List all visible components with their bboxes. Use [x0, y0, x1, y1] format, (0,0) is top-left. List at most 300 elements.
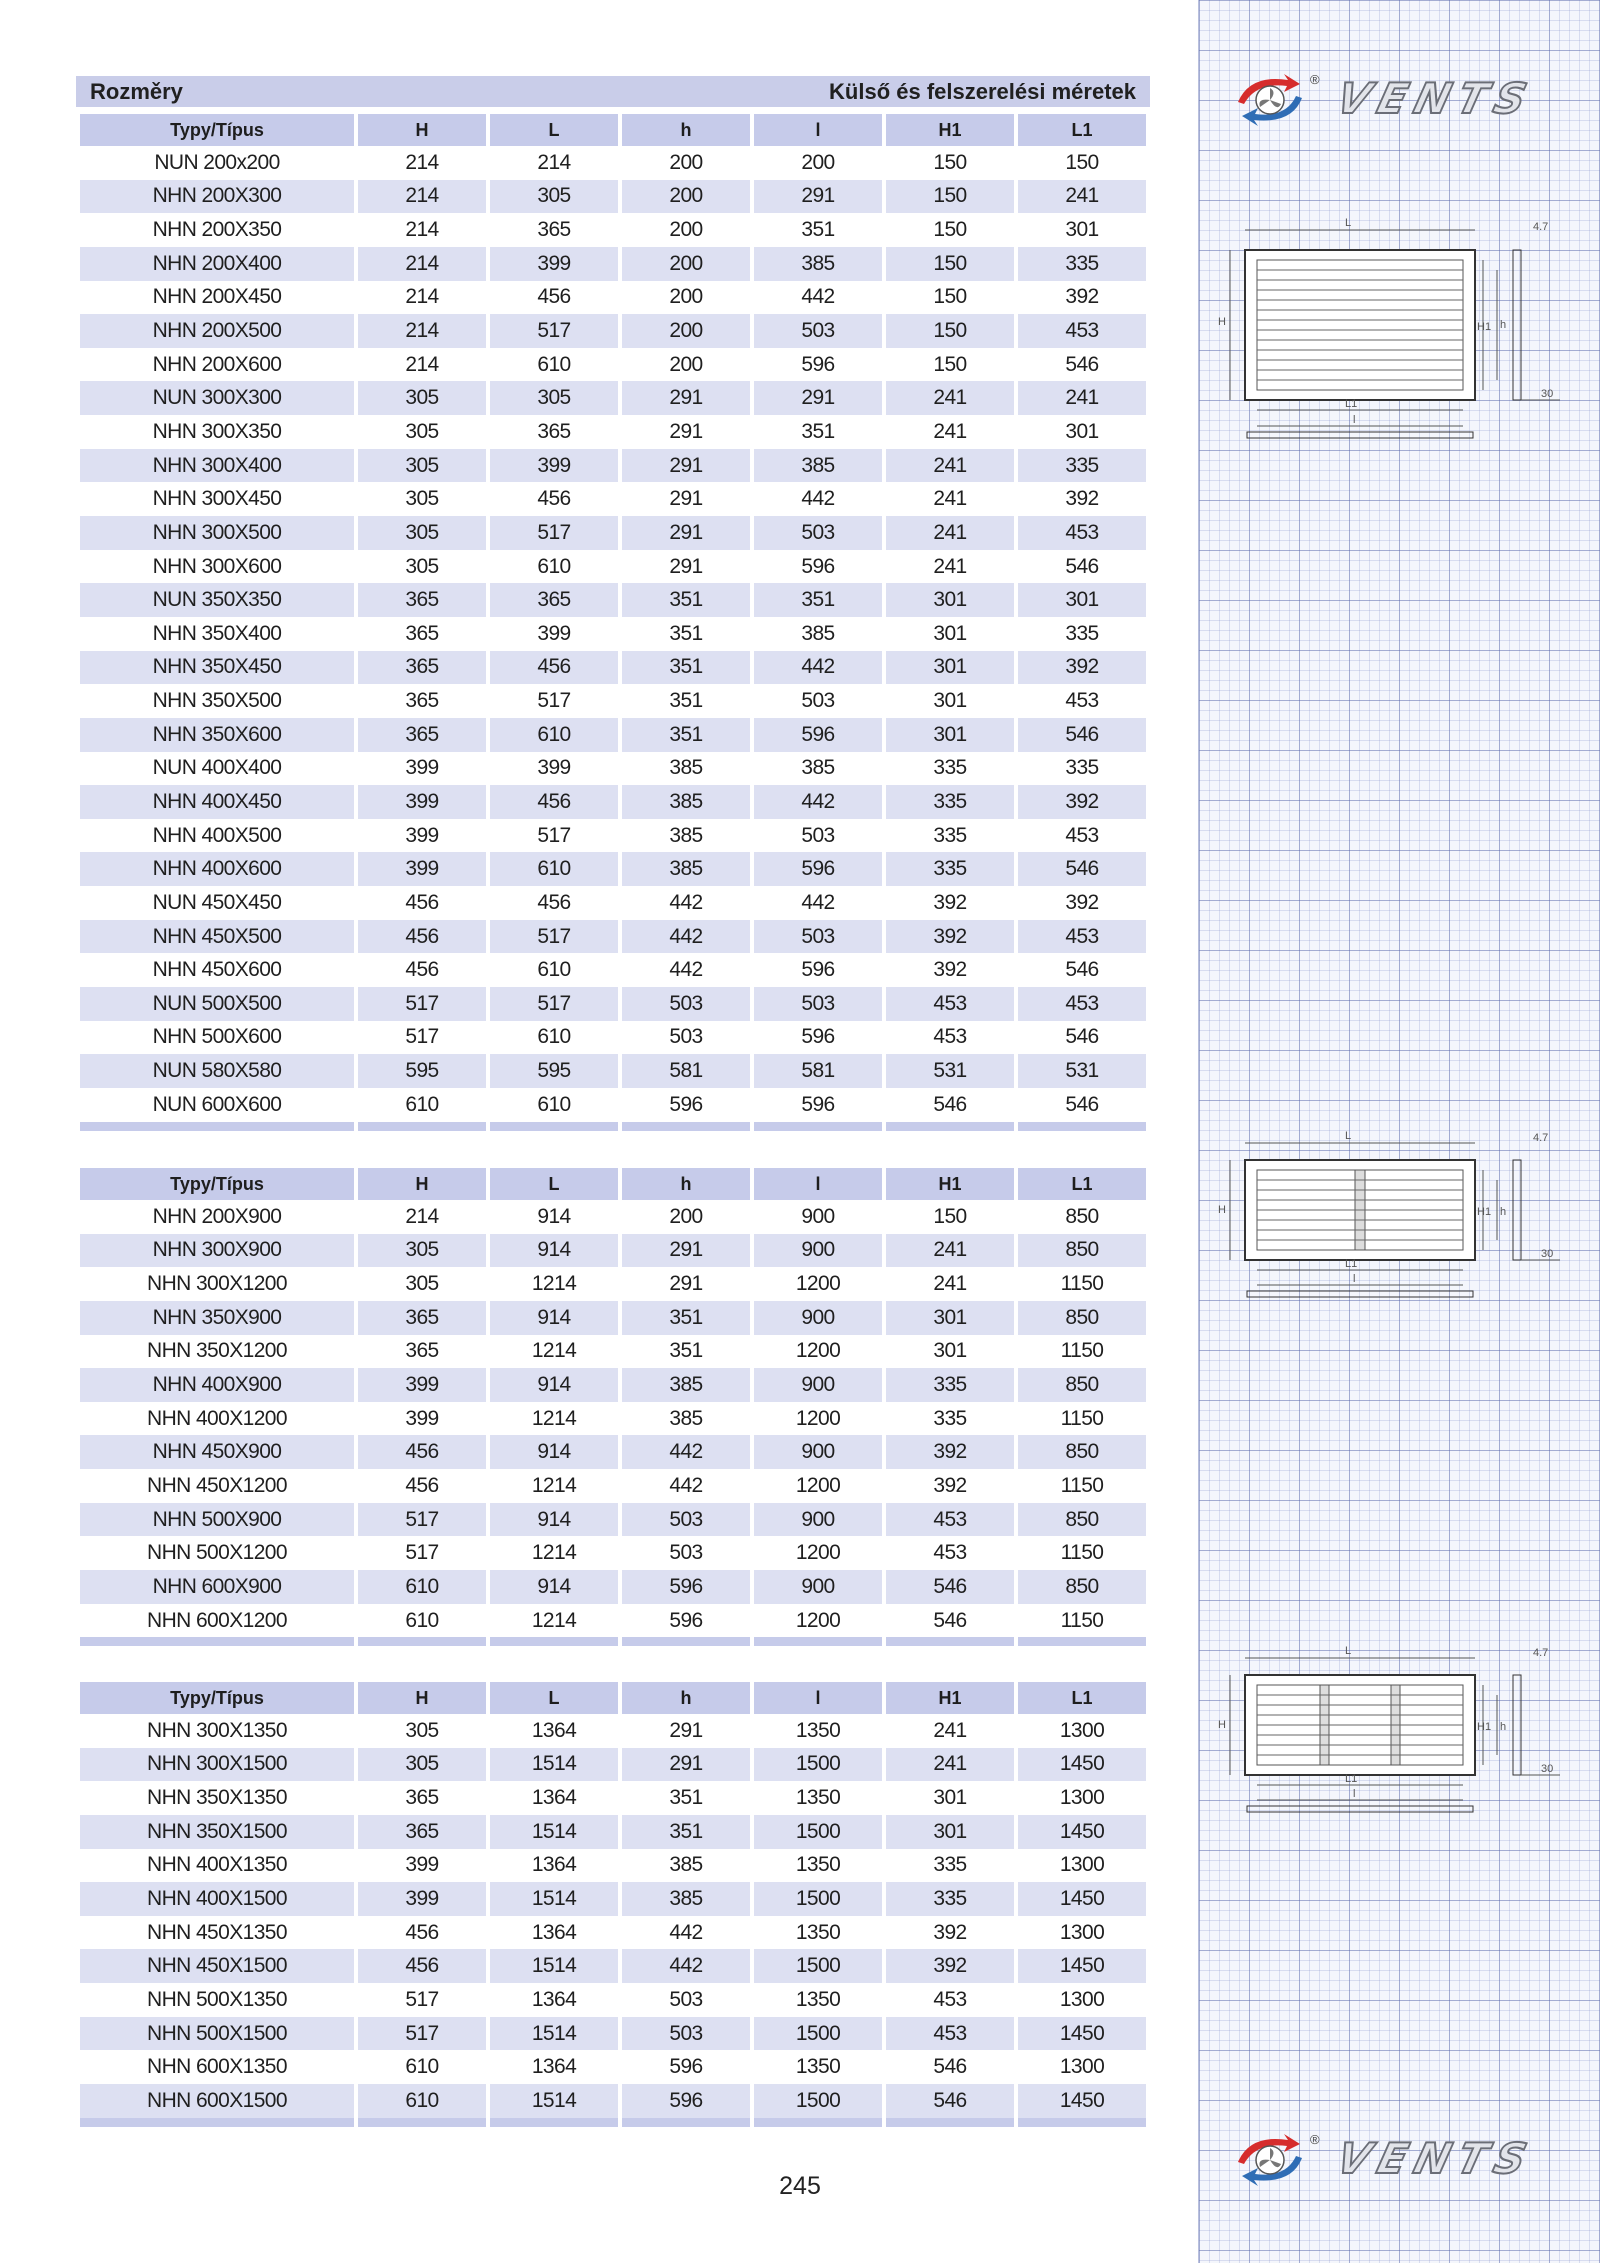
type-cell: NHN 450X500: [80, 920, 354, 954]
value-cell: 1214: [531, 1608, 577, 1632]
value-cell: 301: [1065, 218, 1099, 242]
value-cell: 335: [886, 1882, 1014, 1916]
table-row: [80, 1882, 1146, 1916]
dimensions-table-2: [76, 1168, 1150, 1646]
type-cell: NHN 300X1200: [147, 1272, 287, 1296]
type-cell: NUN 200x200: [154, 150, 280, 174]
value-cell: 392: [1065, 487, 1099, 511]
table-row: [80, 1983, 1146, 2017]
value-cell: 1150: [1060, 1339, 1104, 1363]
value-cell: 517: [405, 1541, 439, 1565]
value-cell: 442: [801, 285, 835, 309]
type-cell: NHN 500X1200: [147, 1541, 287, 1565]
value-cell: 442: [622, 1949, 750, 1983]
value-cell: 305: [490, 180, 618, 214]
type-cell: NHN 300X900: [80, 1234, 354, 1268]
value-cell: 399: [405, 823, 439, 847]
table-row: [80, 617, 1146, 651]
type-cell: NHN 500X1500: [80, 2017, 354, 2051]
value-cell: 546: [886, 2084, 1014, 2118]
value-cell: 241: [886, 1748, 1014, 1782]
value-cell: 385: [754, 449, 882, 483]
value-cell: 351: [669, 1339, 703, 1363]
value-cell: 1200: [795, 1339, 841, 1363]
value-cell: 517: [490, 516, 618, 550]
value-cell: 200: [669, 150, 703, 174]
value-cell: 1364: [531, 1853, 577, 1877]
value-cell: 503: [754, 987, 882, 1021]
value-cell: 385: [669, 1853, 703, 1877]
type-cell: NHN 300X600: [152, 554, 282, 578]
footer-band-cell: [80, 2118, 354, 2127]
footer-band-cell: [622, 1637, 750, 1646]
value-cell: 442: [754, 651, 882, 685]
value-cell: 351: [622, 583, 750, 617]
value-cell: 517: [490, 987, 618, 1021]
table-row: [80, 1088, 1146, 1122]
value-cell: 392: [1018, 785, 1146, 819]
value-cell: 610: [358, 1570, 486, 1604]
value-cell: 365: [405, 621, 439, 645]
value-cell: 150: [886, 180, 1014, 214]
table-row: [80, 1234, 1146, 1268]
table-row: [80, 2017, 1146, 2051]
table-row: [80, 1021, 1146, 1055]
column-header: h: [622, 114, 750, 146]
value-cell: 546: [1065, 958, 1099, 982]
dim-label-H: H: [1218, 1719, 1226, 1731]
value-cell: 1150: [1060, 1406, 1104, 1430]
dim-label-l: l: [1353, 1273, 1356, 1285]
value-cell: 453: [933, 1025, 967, 1049]
dim-label-H1: H1: [1477, 1206, 1492, 1218]
table-row: [80, 953, 1146, 987]
value-cell: 385: [754, 247, 882, 281]
table-row: [80, 281, 1146, 315]
value-cell: 200: [669, 218, 703, 242]
table-footer-band: [80, 1637, 1146, 1646]
table-row: [80, 1815, 1146, 1849]
value-cell: 150: [933, 285, 967, 309]
value-cell: 596: [801, 1025, 835, 1049]
value-cell: 335: [933, 756, 967, 780]
type-cell: NHN 450X900: [80, 1435, 354, 1469]
value-cell: 517: [358, 1503, 486, 1537]
value-cell: 1200: [795, 1541, 841, 1565]
value-cell: 291: [669, 487, 703, 511]
registered-mark: ®: [1310, 72, 1320, 87]
value-cell: 610: [537, 958, 571, 982]
drawing-2-sections: [1215, 1125, 1565, 1315]
type-cell: NUN 600X600: [152, 1092, 282, 1116]
table-row: [80, 1570, 1146, 1604]
value-cell: 351: [669, 1786, 703, 1810]
value-cell: 1150: [1060, 1272, 1104, 1296]
value-cell: 1364: [531, 1786, 577, 1810]
value-cell: 850: [1018, 1301, 1146, 1335]
value-cell: 503: [669, 1025, 703, 1049]
value-cell: 610: [405, 1092, 439, 1116]
value-cell: 241: [933, 1718, 967, 1742]
value-cell: 456: [358, 1949, 486, 1983]
table-header-row: [80, 1682, 1146, 1714]
value-cell: 301: [933, 621, 967, 645]
value-cell: 365: [358, 1301, 486, 1335]
value-cell: 456: [490, 785, 618, 819]
value-cell: 301: [933, 1786, 967, 1810]
dim-label-depth: 30: [1541, 388, 1554, 400]
value-cell: 399: [405, 756, 439, 780]
value-cell: 517: [537, 823, 571, 847]
type-cell: NHN 300X500: [80, 516, 354, 550]
value-cell: 392: [933, 1920, 967, 1944]
value-cell: 456: [537, 487, 571, 511]
table-row: [80, 348, 1146, 382]
value-cell: 241: [886, 449, 1014, 483]
value-cell: 1300: [1059, 2055, 1105, 2079]
type-cell: NUN 300X300: [80, 381, 354, 415]
page-number: 245: [779, 2172, 821, 2200]
value-cell: 456: [490, 651, 618, 685]
value-cell: 1364: [531, 1718, 577, 1742]
table-row: [80, 785, 1146, 819]
value-cell: 150: [933, 150, 967, 174]
value-cell: 335: [933, 823, 967, 847]
value-cell: 546: [886, 1570, 1014, 1604]
value-cell: 399: [405, 1853, 439, 1877]
value-cell: 581: [622, 1054, 750, 1088]
value-cell: 914: [537, 1204, 571, 1228]
value-cell: 392: [886, 1435, 1014, 1469]
value-cell: 503: [754, 314, 882, 348]
table-row: [80, 550, 1146, 584]
value-cell: 392: [1065, 890, 1099, 914]
value-cell: 1350: [795, 1786, 841, 1810]
value-cell: 351: [669, 689, 703, 713]
value-cell: 241: [886, 1234, 1014, 1268]
fan-icon: [1230, 72, 1320, 126]
value-cell: 1450: [1018, 1949, 1146, 1983]
type-cell: NUN 400X400: [152, 756, 282, 780]
type-cell: NHN 350X900: [80, 1301, 354, 1335]
value-cell: 546: [1065, 352, 1099, 376]
column-header: L: [490, 114, 618, 146]
type-cell: NHN 350X1200: [147, 1339, 287, 1363]
value-cell: 241: [933, 487, 967, 511]
value-cell: 365: [358, 718, 486, 752]
value-cell: 305: [405, 554, 439, 578]
value-cell: 214: [405, 352, 439, 376]
dim-label-H1: H1: [1477, 1721, 1492, 1733]
table-row: [80, 1435, 1146, 1469]
type-cell: NHN 450X600: [152, 958, 282, 982]
column-header: h: [622, 1168, 750, 1200]
type-cell: NHN 300X400: [80, 449, 354, 483]
value-cell: 1214: [531, 1339, 577, 1363]
value-cell: 200: [669, 285, 703, 309]
value-cell: 503: [622, 1503, 750, 1537]
value-cell: 399: [490, 247, 618, 281]
footer-band-cell: [886, 1122, 1014, 1131]
dim-label-thickness: 4.7: [1533, 1647, 1549, 1659]
value-cell: 517: [358, 2017, 486, 2051]
value-cell: 610: [537, 1092, 571, 1116]
value-cell: 456: [405, 958, 439, 982]
registered-mark: ®: [1310, 2132, 1320, 2147]
dim-label-L: L: [1345, 217, 1352, 229]
table-row: [80, 1469, 1146, 1503]
column-header: L: [490, 1682, 618, 1714]
type-cell: NHN 450X1200: [147, 1473, 287, 1497]
column-header: Typy/Típus: [80, 1682, 354, 1714]
value-cell: 1214: [531, 1272, 577, 1296]
value-cell: 596: [801, 554, 835, 578]
type-cell: NHN 350X450: [80, 651, 354, 685]
table-row: [80, 2084, 1146, 2118]
value-cell: 1450: [1018, 1882, 1146, 1916]
value-cell: 503: [622, 987, 750, 1021]
value-cell: 453: [886, 2017, 1014, 2051]
table-row: [80, 1368, 1146, 1402]
value-cell: 914: [490, 1301, 618, 1335]
value-cell: 1150: [1060, 1608, 1104, 1632]
table-row: [80, 314, 1146, 348]
value-cell: 453: [1018, 987, 1146, 1021]
footer-band-cell: [886, 2118, 1014, 2127]
column-header: l: [754, 1168, 882, 1200]
value-cell: 301: [933, 689, 967, 713]
value-cell: 453: [1065, 823, 1099, 847]
type-cell: NHN 300X1350: [147, 1718, 287, 1742]
value-cell: 456: [358, 920, 486, 954]
value-cell: 1150: [1060, 1541, 1104, 1565]
vents-logo-bottom: [1230, 2132, 1560, 2186]
type-cell: NHN 350X600: [80, 718, 354, 752]
footer-band-cell: [490, 2118, 618, 2127]
value-cell: 546: [1065, 1025, 1099, 1049]
value-cell: 365: [405, 689, 439, 713]
value-cell: 546: [1065, 554, 1099, 578]
value-cell: 351: [801, 218, 835, 242]
value-cell: 453: [886, 987, 1014, 1021]
value-cell: 150: [1065, 150, 1099, 174]
value-cell: 214: [405, 285, 439, 309]
value-cell: 305: [358, 449, 486, 483]
table-row: [80, 213, 1146, 247]
value-cell: 503: [622, 2017, 750, 2051]
table-row: [80, 1604, 1146, 1638]
column-header: l: [754, 1682, 882, 1714]
type-cell: NHN 300X450: [152, 487, 282, 511]
value-cell: 305: [358, 381, 486, 415]
footer-band-cell: [754, 2118, 882, 2127]
value-cell: 1214: [531, 1473, 577, 1497]
column-header: H1: [886, 1682, 1014, 1714]
value-cell: 301: [1018, 583, 1146, 617]
table-row: [80, 415, 1146, 449]
drawing-3-sections: [1215, 1640, 1565, 1830]
value-cell: 291: [622, 1234, 750, 1268]
value-cell: 1364: [531, 1920, 577, 1944]
value-cell: 610: [405, 2055, 439, 2079]
value-cell: 914: [490, 1234, 618, 1268]
value-cell: 596: [669, 1092, 703, 1116]
value-cell: 385: [622, 1368, 750, 1402]
value-cell: 301: [886, 651, 1014, 685]
value-cell: 335: [933, 1853, 967, 1877]
type-cell: NHN 600X900: [80, 1570, 354, 1604]
type-cell: NHN 400X1200: [147, 1406, 287, 1430]
value-cell: 150: [886, 247, 1014, 281]
brand-wordmark: VENTS: [1331, 74, 1540, 123]
table-row: [80, 583, 1146, 617]
value-cell: 291: [669, 554, 703, 578]
dim-label-h: h: [1500, 1721, 1507, 1733]
table-row: [80, 449, 1146, 483]
title-dimensions-cz: Rozměry: [90, 78, 183, 104]
value-cell: 596: [622, 1570, 750, 1604]
value-cell: 610: [537, 352, 571, 376]
column-header: H: [358, 1682, 486, 1714]
footer-band-cell: [490, 1637, 618, 1646]
value-cell: 241: [886, 381, 1014, 415]
value-cell: 1350: [795, 1987, 841, 2011]
table-row: [80, 752, 1146, 786]
value-cell: 596: [801, 958, 835, 982]
value-cell: 1200: [795, 1272, 841, 1296]
value-cell: 365: [537, 419, 571, 443]
value-cell: 241: [1018, 381, 1146, 415]
dim-label-H1: H1: [1477, 321, 1492, 333]
value-cell: 291: [669, 419, 703, 443]
type-cell: NHN 200X600: [152, 352, 282, 376]
table-row: [80, 1849, 1146, 1883]
dimensions-table-1: [76, 114, 1150, 1131]
value-cell: 301: [886, 718, 1014, 752]
value-cell: 335: [933, 1406, 967, 1430]
footer-band-cell: [358, 2118, 486, 2127]
value-cell: 365: [537, 218, 571, 242]
value-cell: 517: [405, 1987, 439, 2011]
value-cell: 200: [669, 1204, 703, 1228]
dim-label-h: h: [1500, 1206, 1507, 1218]
table-row: [80, 1916, 1146, 1950]
value-cell: 900: [754, 1368, 882, 1402]
value-cell: 517: [537, 689, 571, 713]
value-cell: 1200: [795, 1608, 841, 1632]
value-cell: 914: [490, 1570, 618, 1604]
value-cell: 291: [754, 180, 882, 214]
dim-label-thickness: 4.7: [1533, 1132, 1549, 1144]
footer-band-cell: [490, 1122, 618, 1131]
value-cell: 150: [933, 352, 967, 376]
value-cell: 214: [358, 180, 486, 214]
value-cell: 399: [537, 756, 571, 780]
table-row: [80, 1503, 1146, 1537]
value-cell: 503: [669, 1541, 703, 1565]
table-row: [80, 1402, 1146, 1436]
value-cell: 453: [886, 1503, 1014, 1537]
value-cell: 385: [622, 1882, 750, 1916]
footer-band-cell: [622, 2118, 750, 2127]
value-cell: 900: [754, 1503, 882, 1537]
value-cell: 442: [669, 1473, 703, 1497]
column-header: L1: [1018, 1168, 1146, 1200]
type-cell: NHN 450X1500: [80, 1949, 354, 1983]
value-cell: 456: [358, 1435, 486, 1469]
table-row: [80, 651, 1146, 685]
type-cell: NUN 580X580: [80, 1054, 354, 1088]
dimensions-table-3: [76, 1682, 1150, 2127]
value-cell: 503: [754, 516, 882, 550]
type-cell: NHN 600X1200: [147, 1608, 287, 1632]
value-cell: 900: [754, 1301, 882, 1335]
column-header: h: [622, 1682, 750, 1714]
value-cell: 1450: [1018, 2017, 1146, 2051]
column-header: Typy/Típus: [80, 114, 354, 146]
column-header: H: [358, 114, 486, 146]
column-header: L1: [1018, 114, 1146, 146]
table-row: [80, 1748, 1146, 1782]
table-row: [80, 2050, 1146, 2084]
type-cell: NHN 500X1350: [147, 1987, 287, 2011]
value-cell: 546: [1018, 718, 1146, 752]
footer-band-cell: [754, 1122, 882, 1131]
value-cell: 900: [754, 1435, 882, 1469]
table-row: [80, 852, 1146, 886]
value-cell: 517: [405, 1025, 439, 1049]
table-header-row: [80, 1168, 1146, 1200]
value-cell: 399: [358, 785, 486, 819]
table-row: [80, 247, 1146, 281]
value-cell: 456: [537, 285, 571, 309]
value-cell: 442: [669, 890, 703, 914]
type-cell: NHN 500X900: [80, 1503, 354, 1537]
value-cell: 399: [358, 1882, 486, 1916]
table-row: [80, 987, 1146, 1021]
value-cell: 456: [405, 890, 439, 914]
value-cell: 610: [537, 1025, 571, 1049]
value-cell: 399: [405, 1406, 439, 1430]
value-cell: 305: [405, 1272, 439, 1296]
value-cell: 150: [933, 218, 967, 242]
value-cell: 351: [622, 651, 750, 685]
value-cell: 1500: [754, 1748, 882, 1782]
footer-band-cell: [1018, 1122, 1146, 1131]
value-cell: 214: [358, 314, 486, 348]
dim-label-thickness: 4.7: [1533, 221, 1549, 233]
value-cell: 1500: [754, 1882, 882, 1916]
value-cell: 850: [1018, 1570, 1146, 1604]
value-cell: 546: [933, 1092, 967, 1116]
value-cell: 392: [886, 1949, 1014, 1983]
value-cell: 200: [622, 180, 750, 214]
value-cell: 351: [622, 718, 750, 752]
value-cell: 596: [754, 852, 882, 886]
value-cell: 335: [886, 785, 1014, 819]
value-cell: 453: [1018, 516, 1146, 550]
value-cell: 453: [1018, 920, 1146, 954]
value-cell: 291: [754, 381, 882, 415]
value-cell: 900: [754, 1234, 882, 1268]
value-cell: 900: [801, 1204, 835, 1228]
value-cell: 517: [490, 920, 618, 954]
value-cell: 596: [801, 352, 835, 376]
value-cell: 241: [933, 554, 967, 578]
column-header: H: [358, 1168, 486, 1200]
table-row: [80, 920, 1146, 954]
table-header-row: [80, 114, 1146, 146]
